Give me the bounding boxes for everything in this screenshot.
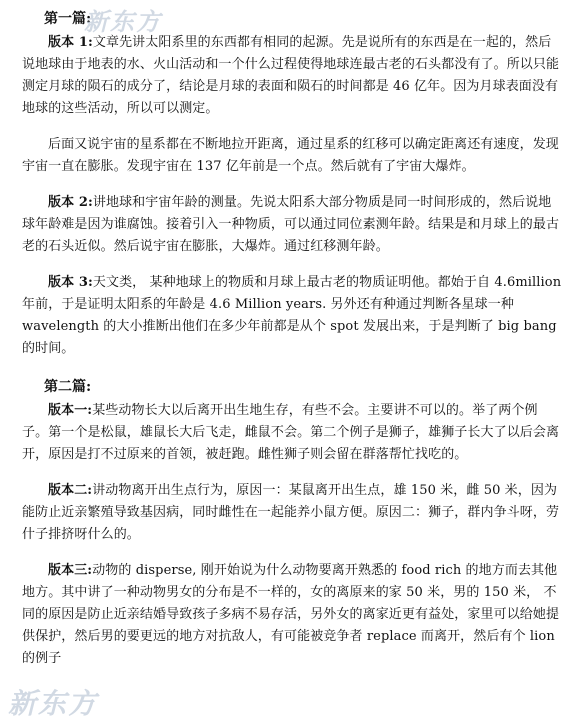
version-label: 版本二: <box>48 483 93 498</box>
version-label: 版本一: <box>48 403 93 418</box>
paragraph-text: 天文类， 某种地球上的物质和月球上最古老的物质证明他。都始于自 4.6million 年前，于是证明太阳系的年龄是 4.6 Million years. 另外还有种通过判断各星球一种 wavelength 的大小推断出他们在多少年前都是从个 spot 发展出来，于是判断了 big bang 的时间。 <box>22 275 562 356</box>
watermark-logo-bottom: 新东方 <box>8 687 99 720</box>
paragraph-version-3 <box>22 272 562 360</box>
version-label: 版本三: <box>48 563 93 578</box>
paragraph-version-three <box>22 560 562 670</box>
paragraph-text: 文章先讲太阳系里的东西都有相同的起源。先是说所有的东西是在一起的，然后说地球由于地表的水、火山活动和一个什么过程使得地球连最古老的石头都没有了。所以只能测定月球的陨石的成分了，结论是月球的表面和陨石的时间都是 46 亿年。因为月球表面没有地球的这些活动，所以可以测定。 <box>22 35 560 116</box>
paragraph-version-1-continued <box>22 134 562 178</box>
paragraph-text: 讲地球和宇宙年龄的测量。先说太阳系大部分物质是同一时间形成的，然后说地球年龄难是因为谁腐蚀。接着引入一种物质，可以通过同位素测年龄。结果是和月球上的最古老的石头近似。然后说宇宙在膨胀，大爆炸。通过红移测年龄。 <box>22 195 560 254</box>
paragraph-version-1 <box>22 32 562 120</box>
paragraph-version-2 <box>22 192 562 258</box>
version-label: 版本 2: <box>48 195 93 210</box>
paragraph-text: 讲动物离开出生点行为，原因一：某鼠离开出生点，雄 150 米，雌 50 米，因为能防止近亲繁殖导致基因病，同时雌性在一起能养小鼠方便。原因二：狮子，群内争斗呀，劳什子排挤呀什么的。 <box>22 483 560 542</box>
paragraph-text: 某些动物长大以后离开出生地生存，有些不会。主要讲不可以的。举了两个例子。第一个是松鼠，雄鼠长大后飞走，雌鼠不会。第二个例子是狮子，雄狮子长大了以后会离开，原因是打不过原来的首领，被赶跑。雌性狮子则会留在群落帮忙找吃的。 <box>22 403 560 462</box>
paragraph-version-one <box>22 400 562 466</box>
watermark-logo-top: 新东方 <box>84 8 162 36</box>
section-title-second: 第二篇: <box>44 379 92 395</box>
section-title-first: 第一篇: <box>44 11 92 27</box>
version-label: 版本 1: <box>48 35 93 50</box>
paragraph-text: 动物的 disperse, 刚开始说为什么动物要离开熟悉的 food rich 的地方而去其他地方。其中讲了一种动物男女的分布是不一样的，女的离原来的家 50 米，男的 150 米， 不同的原因是防止近亲结婚导致孩子多病不易存活，另外女的离家近更有益处，家里可以给她提供保护，然后男的要更远的地方对抗敌人，有可能被竞争者 replace 而离开，然后有个 lion 的例子 <box>22 563 560 666</box>
paragraph-text: 后面又说宇宙的星系都在不断地拉开距离，通过星系的红移可以确定距离还有速度，发现宇宙一直在膨胀。发现宇宙在 137 亿年前是一个点。然后就有了宇宙大爆炸。 <box>22 137 559 174</box>
version-label: 版本 3: <box>48 275 93 290</box>
paragraph-version-two <box>22 480 562 546</box>
